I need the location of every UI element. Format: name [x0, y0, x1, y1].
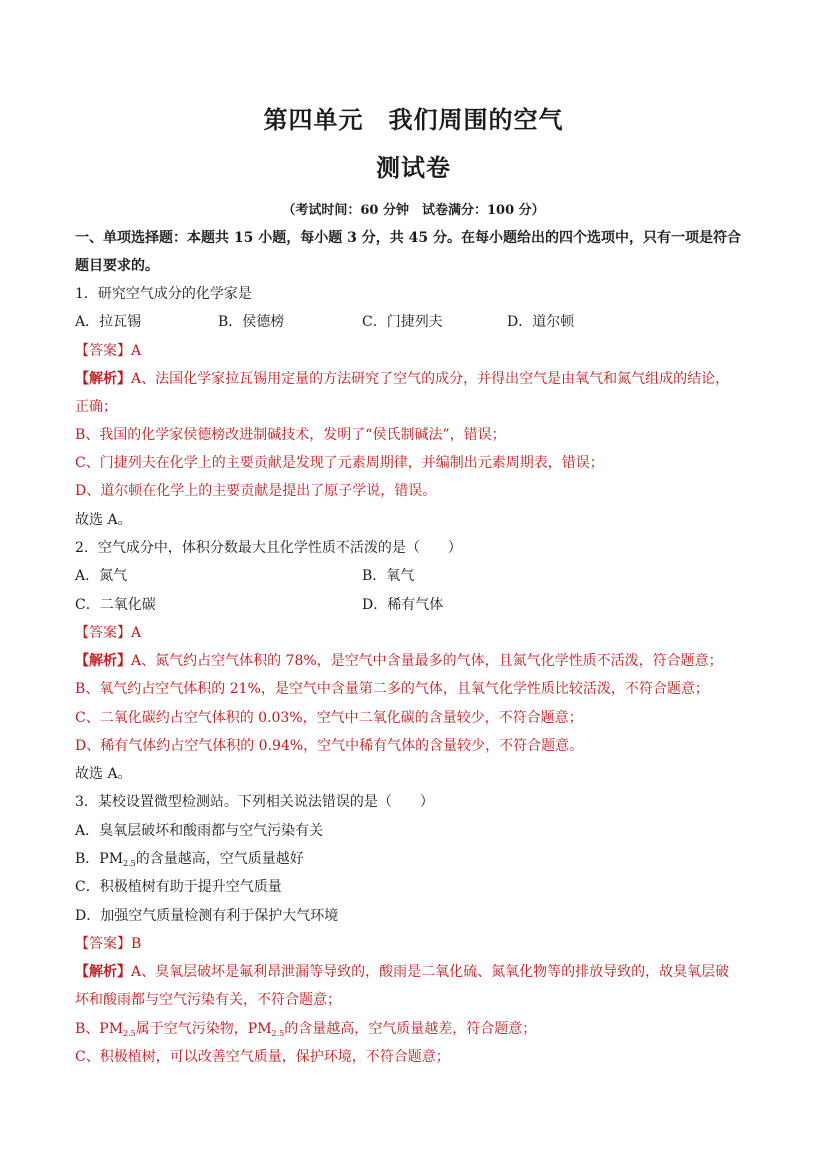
q1-option-d: D．道尔顿 — [507, 314, 575, 330]
q3-option-b: B．$PM_{2.5}$的含量越高，空气质量越好 — [75, 851, 304, 868]
q2-conclusion: 故选 A。 — [75, 766, 132, 782]
q2-answer: 【答案】A — [75, 625, 142, 641]
q3-analysis-line2: 坏和酸雨都与空气污染有关，不符合题意； — [75, 992, 341, 1008]
q2-stem: 2．空气成分中，体积分数最大且化学性质不活泼的是（ ） — [75, 540, 462, 556]
q1-conclusion: 故选 A。 — [75, 512, 132, 528]
q1-analysis-line4: C、门捷列夫在化学上的主要贡献是发现了元素周期律，并编制出元素周期表，错误； — [75, 455, 604, 471]
q3-analysis-line3: B、$PM_{2.5}$属于空气污染物，$PM_{2.5}$的含量越高，空气质量越差，符合题意； — [75, 1021, 537, 1038]
q2-option-c: C．二氧化碳 — [75, 597, 156, 613]
page-title: 第四单元 我们周围的空气 — [263, 106, 564, 134]
q1-option-c: C．门捷列夫 — [362, 314, 443, 330]
q3-option-c: C．积极植树有助于提升空气质量 — [75, 879, 282, 895]
q3-answer: 【答案】B — [75, 936, 142, 952]
q3-analysis-line4: C、积极植树，可以改善空气质量，保护环境，不符合题意； — [75, 1049, 450, 1065]
q3-analysis-line1: 【解析】A、臭氧层破坏是氟利昂泄漏等导致的，酸雨是二氧化硫、氮氧化物等的排放导致的，故臭氧层破 — [75, 964, 730, 980]
q1-stem: 1．研究空气成分的化学家是 — [75, 286, 252, 302]
q1-analysis-line2: 正确； — [75, 399, 117, 415]
section-intro-line1: 一、单项选择题：本题共 15 小题，每小题 3 分，共 45 分。在每小题给出的四个选项中，只有一项是符合 — [75, 230, 741, 246]
q3-option-a: A．臭氧层破坏和酸雨都与空气污染有关 — [75, 823, 324, 839]
page-subtitle: 测试卷 — [376, 154, 451, 182]
q2-analysis-line3: C、二氧化碳约占空气体积的 0.03%，空气中二氧化碳的含量较少，不符合题意； — [75, 710, 583, 726]
q1-option-a: A．拉瓦锡 — [75, 314, 142, 330]
q2-analysis-line1: 【解析】A、氮气约占空气体积的 78%，是空气中含量最多的气体，且氮气化学性质不活泼，符合题意； — [75, 653, 723, 669]
q1-option-b: B．侯德榜 — [218, 314, 285, 330]
exam-info: （考试时间：60 分钟 试卷满分：100 分） — [282, 203, 545, 218]
q3-stem: 3．某校设置微型检测站。下列相关说法错误的是（ ） — [75, 794, 434, 810]
q1-analysis-line1: 【解析】A、法国化学家拉瓦锡用定量的方法研究了空气的成分，并得出空气是由氧气和氮气组成的结论， — [75, 371, 730, 387]
q2-option-a: A．氮气 — [75, 568, 128, 584]
q3-analysis-head: 【解析】 — [75, 964, 131, 980]
q2-option-d: D．稀有气体 — [362, 597, 444, 613]
q1-analysis-line3: B、我国的化学家侯德榜改进制碱技术，发明了“侯氏制碱法”，错误； — [75, 427, 506, 443]
section-intro-line2: 题目要求的。 — [75, 258, 159, 274]
q1-analysis-head: 【解析】 — [75, 371, 131, 387]
q1-answer: 【答案】A — [75, 343, 142, 359]
q1-analysis-line5: D、道尔顿在化学上的主要贡献是提出了原子学说，错误。 — [75, 483, 437, 499]
q2-analysis-line4: D、稀有气体约占空气体积的 0.94%，空气中稀有气体的含量较少，不符合题意。 — [75, 738, 584, 754]
q3-option-d: D．加强空气质量检测有利于保护大气环境 — [75, 908, 339, 924]
q2-option-b: B．氧气 — [362, 568, 415, 584]
q2-analysis-head: 【解析】 — [75, 653, 131, 669]
q2-analysis-line2: B、氧气约占空气体积的 21%，是空气中含量第二多的气体，且氧气化学性质比较活泼，不符合题意； — [75, 681, 709, 697]
